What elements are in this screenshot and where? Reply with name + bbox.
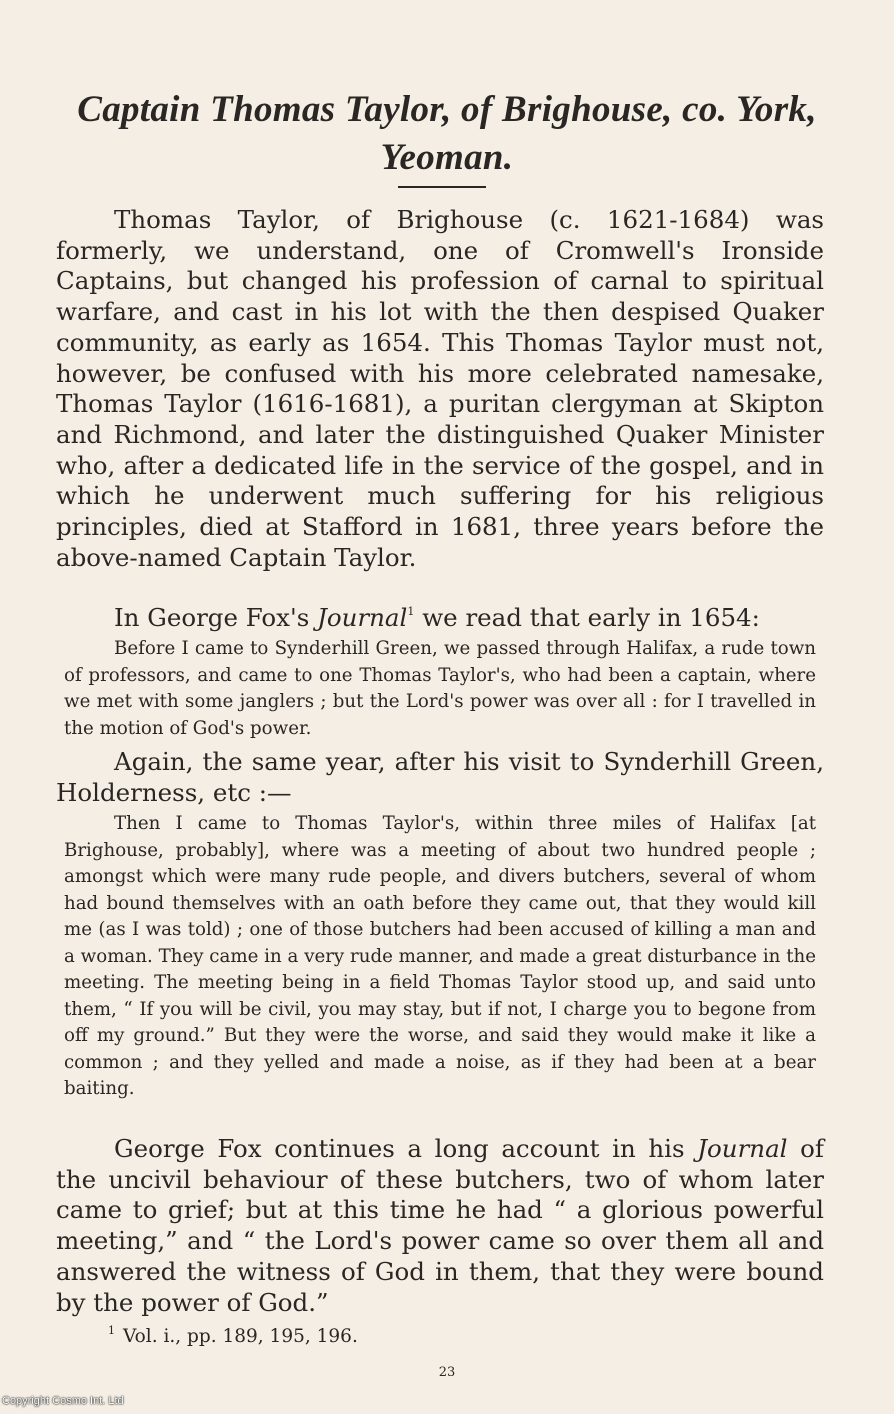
paragraph-intro bbox=[56, 205, 824, 573]
paragraph-continues bbox=[56, 1134, 824, 1318]
p2-before: In George Fox's bbox=[114, 603, 310, 632]
quote-brighouse-meeting: Then I came to Thomas Taylor's, within three miles of Halifax [at Brighouse, probably], where was a meeting of about two hundred people ; amongst which were many rude people, and divers butchers, several of whom had bound themselves with an oath before they came out, that they would kill me (as I was told) ; one of those butchers had been accused of killing a man and a woman. They came in a very rude manner, and made a great disturbance in the meeting. The meeting being in a field Thomas Taylor stood up, and said unto them, “ If you will be civil, you may stay, but if not, I charge you to begone from off my ground.” But they were the worse, and said they would make it like a common ; and they yelled and made a noise, as if they had been at a bear baiting. bbox=[64, 813, 816, 1099]
journal-title: Journal bbox=[317, 603, 408, 632]
journal-title: Journal bbox=[697, 1134, 788, 1163]
paragraph-journal-ref bbox=[56, 603, 824, 634]
page-number: 23 bbox=[438, 1365, 456, 1380]
footnote-ref: 1 bbox=[407, 605, 415, 618]
p2-after: we read that early in 1654: bbox=[422, 603, 760, 632]
page-title: Captain Thomas Taylor, of Brighouse, co. York, Yeoman. bbox=[77, 89, 817, 178]
footnote bbox=[108, 1324, 358, 1350]
paragraph-intro-text: Thomas Taylor, of Brighouse (c. 1621-1684) was formerly, we understand, one of Cromwell's Ironside Captains, but changed his profession of carnal to spiritual warfare, and cast in his lot with the then despised Quaker community, as early as 1654. This Thomas Taylor must not, however, be confused with his more celebrated namesake, Thomas Taylor (1616-1681), a puritan clergyman at Skipton and Richmond, and later the distinguished Quaker Minister who, after a dedicated life in the service of the gospel, and in which he underwent much suffering for his religious principles, died at Stafford in 1681, three years before the above-named Captain Taylor. bbox=[56, 205, 824, 572]
title-divider bbox=[398, 186, 486, 188]
paragraph-again-text: Again, the same year, after his visit to Synderhill Green, Holderness, etc :— bbox=[56, 747, 824, 807]
p4-before: George Fox continues a long account in his bbox=[114, 1134, 685, 1163]
footnote-text: Vol. i., pp. 189, 195, 196. bbox=[123, 1326, 358, 1347]
p4-after: of the uncivil behaviour of these butchers, two of whom later came to grief; but at this time he had “ a glorious powerful meeting,” and “ the Lord's power came so over them all and answered the witness of God in them, that they were bound by the power of God.” bbox=[56, 1134, 824, 1317]
copyright-watermark: Copyright Cosmo Int. Ltd bbox=[2, 1395, 124, 1407]
footnote-marker: 1 bbox=[108, 1324, 115, 1337]
quote-halifax: Before I came to Synderhill Green, we passed through Halifax, a rude town of professors, and came to one Thomas Taylor's, who had been a captain, where we met with some janglers ; but the Lord's power was over all : for I travelled in the motion of God's power. bbox=[64, 638, 816, 739]
paragraph-again bbox=[56, 747, 824, 808]
